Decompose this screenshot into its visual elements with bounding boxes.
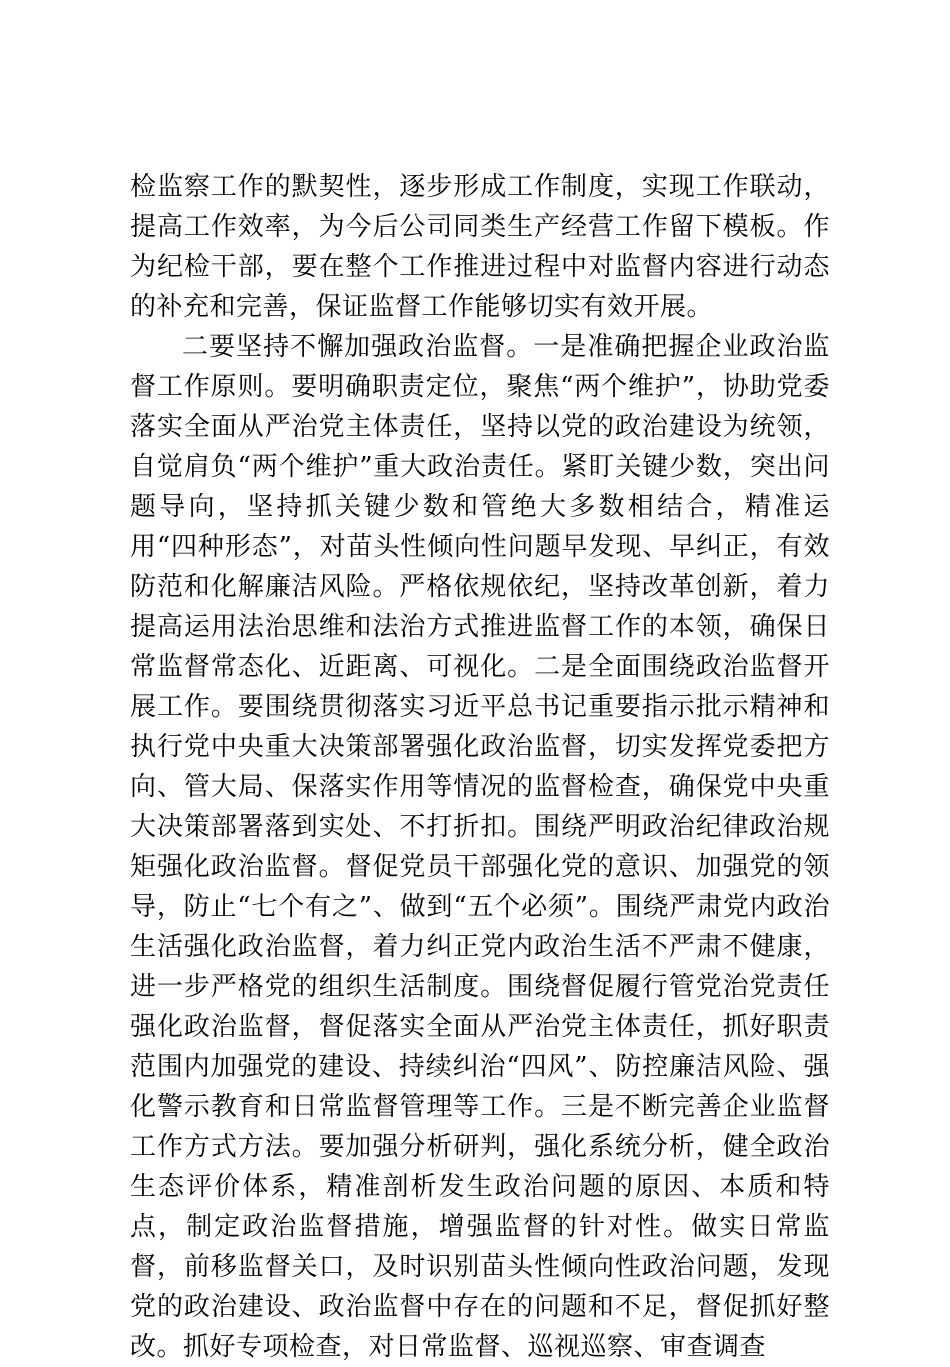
paragraph-continued: 检监察工作的默契性，逐步形成工作制度，实现工作联动，提高工作效率，为今后公司同类生产经营工作留下模板。作为纪检干部，要在整个工作推进过程中对监督内容进行动态的补充和完善，保证监督工作能够切实有效开展。 <box>130 172 830 322</box>
document-body <box>130 167 830 1367</box>
paragraph-political-supervision: 二要坚持不懈加强政治监督。一是准确把握企业政治监督工作原则。要明确职责定位，聚焦“两个维护”，协助党委落实全面从严治党主体责任，坚持以党的政治建设为统领，自觉肩负“两个维护”重大政治责任。紧盯关键少数，突出问题导向，坚持抓关键少数和管绝大多数相结合，精准运用“四种形态”，对苗头性倾向性问题早发现、早纠正，有效防范和化解廉洁风险。严格依规依纪，坚持改革创新，着力提高运用法治思维和法治方式推进监督工作的本领，确保日常监督常态化、近距离、可视化。二是全面围绕政治监督开展工作。要围绕贯彻落实习近平总书记重要指示批示精神和执行党中央重大决策部署强化政治监督，切实发挥党委把方向、管大局、保落实作用等情况的监督检查，确保党中央重大决策部署落到实处、不打折扣。围绕严明政治纪律政治规矩强化政治监督。督促党员干部强化党的意识、加强党的领导，防止“七个有之”、做到“五个必须”。围绕严肃党内政治生活强化政治监督，着力纠正党内政治生活不严肃不健康，进一步严格党的组织生活制度。围绕督促履行管党治党责任强化政治监督，督促落实全面从严治党主体责任，抓好职责范围内加强党的建设、持续纠治“四风”、防控廉洁风险、强化警示教育和日常监督管理等工作。三是不断完善企业监督工作方式方法。要加强分析研判，强化系统分析，健全政治生态评价体系，精准剖析发生政治问题的原因、本质和特点，制定政治监督措施，增强监督的针对性。做实日常监督，前移监督关口，及时识别苗头性倾向性政治问题，发现党的政治建设、政治监督中存在的问题和不足，督促抓好整改。抓好专项检查，对日常监督、巡视巡察、审查调查 <box>130 332 830 1362</box>
